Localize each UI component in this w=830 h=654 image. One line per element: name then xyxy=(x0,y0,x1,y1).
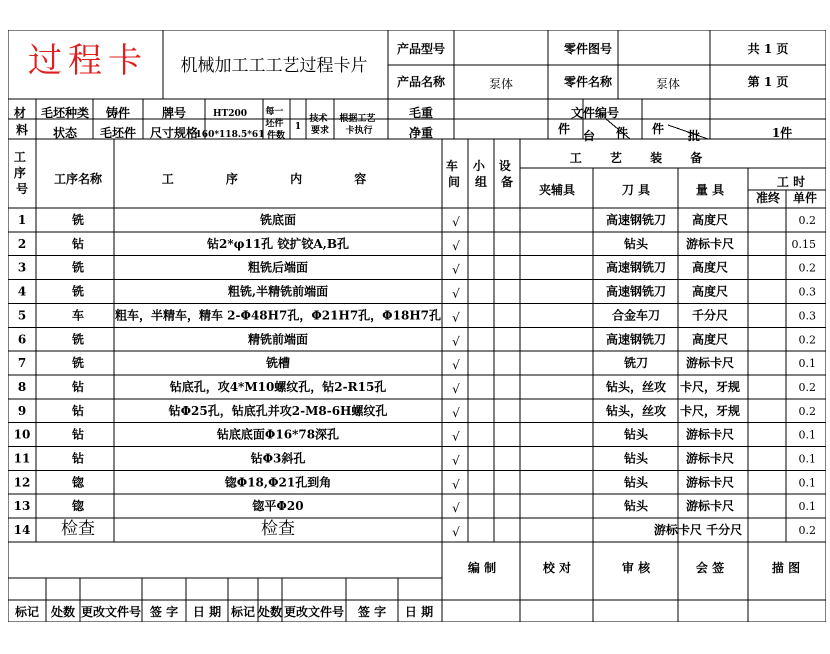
op-unit-time: 0.15 xyxy=(791,237,816,251)
tech-req-value xyxy=(339,112,378,136)
op-content: 精铣前端面 xyxy=(247,332,309,347)
tech-req-label xyxy=(308,112,330,136)
op-content: 钻底底面Φ16*78深孔 xyxy=(216,427,340,442)
size-label: 尺寸规格 xyxy=(149,126,199,140)
op-seq: 13 xyxy=(13,499,31,514)
op-name: 铣 xyxy=(71,260,85,275)
op-check-mark: √ xyxy=(452,358,460,373)
op-seq: 14 xyxy=(13,523,31,538)
per-blank-label xyxy=(265,105,286,141)
op-seq: 1 xyxy=(17,213,27,227)
op-content: 锪平Φ20 xyxy=(252,499,304,514)
col-workshop-header xyxy=(446,158,462,189)
operations-table-body xyxy=(14,212,816,539)
op-name: 锪 xyxy=(71,499,85,514)
per-blank-label-line3: 件数 xyxy=(266,131,286,141)
col-fixture-header: 夹辅具 xyxy=(538,183,576,197)
op-content: 粗车，半精车，精车 2-Φ48H7孔，Φ21H7孔，Φ18H7孔 xyxy=(114,308,442,323)
op-cutter: 钻头 xyxy=(623,475,649,490)
op-content: 锪Φ18,Φ21孔到角 xyxy=(224,475,332,490)
part-name-value: 泵体 xyxy=(655,77,681,91)
op-seq: 6 xyxy=(17,332,27,347)
op-seq: 9 xyxy=(17,403,27,418)
col-workshop-header-line2: 间 xyxy=(447,175,461,189)
op-unit-time: 0.3 xyxy=(798,309,816,323)
op-gauge: 千分尺 xyxy=(691,308,729,323)
op-name: 铣 xyxy=(71,213,85,227)
op-cutter: 高速钢铣刀 xyxy=(605,213,667,227)
col-prep-header: 准终 xyxy=(755,191,781,205)
rev-date2-label: 日 期 xyxy=(404,605,434,619)
col-cutter-header: 刀 具 xyxy=(621,183,651,197)
op-check-mark: √ xyxy=(452,477,460,492)
op-cutter: 钻头 xyxy=(623,499,649,514)
op-unit-time: 0.2 xyxy=(798,404,816,418)
op-gauge: 游标卡尺 xyxy=(685,236,735,251)
per-unit-label2: 台 xyxy=(582,129,596,143)
rev-count-label: 处数 xyxy=(50,605,76,619)
compile-label: 编 制 xyxy=(467,561,497,575)
op-seq: 3 xyxy=(17,260,27,275)
op-gauge: 游标卡尺 xyxy=(685,427,735,442)
rev-sign-label: 签 字 xyxy=(149,605,179,619)
op-gauge: 高度尺 xyxy=(691,332,729,347)
op-unit-time: 0.1 xyxy=(798,357,816,371)
op-content: 钻Φ3斜孔 xyxy=(250,451,306,466)
blank-type-value: 铸件 xyxy=(105,106,131,120)
op-name: 钻 xyxy=(71,451,85,466)
pieces-label: 件 xyxy=(615,126,629,140)
size-value: 160*118.5*61 xyxy=(195,130,265,140)
op-name: 钻 xyxy=(71,427,85,442)
op-cutter: 铣刀 xyxy=(623,356,649,371)
rev-change-doc2-label: 更改文件号 xyxy=(283,605,345,619)
countersign-label: 会 签 xyxy=(695,561,725,575)
op-check-mark: √ xyxy=(452,286,460,301)
product-model-label: 产品型号 xyxy=(396,42,446,56)
col-op-name-header: 工序名称 xyxy=(53,172,103,186)
op-cutter: 钻头 xyxy=(623,451,649,466)
op-content: 检查 xyxy=(261,519,295,540)
tech-req-label-line1: 技术 xyxy=(309,114,328,124)
op-name: 铣 xyxy=(71,332,85,347)
op-check-mark: √ xyxy=(452,429,460,444)
op-cutter: 高速钢铣刀 xyxy=(605,284,667,299)
op-unit-time: 0.2 xyxy=(798,380,816,394)
tech-req-value-line1: 根据工艺 xyxy=(339,114,376,124)
op-cutter: 钻头，丝攻 xyxy=(605,403,667,418)
rev-change-doc-label: 更改文件号 xyxy=(80,605,142,619)
blank-type-label: 毛坯种类 xyxy=(40,106,90,120)
op-content: 钻底孔，攻4*M10螺纹孔，钻2-R15孔 xyxy=(169,379,387,394)
op-name: 检查 xyxy=(61,519,95,540)
col-seq-header-line1: 工 xyxy=(13,150,26,164)
col-equipment-header-line1: 设 xyxy=(498,159,511,173)
state-label: 状态 xyxy=(52,126,78,140)
op-check-mark: √ xyxy=(452,381,460,396)
op-unit-time: 0.1 xyxy=(798,428,816,442)
op-name: 钻 xyxy=(71,236,85,251)
proofread-label: 校 对 xyxy=(542,561,572,575)
op-check-mark: √ xyxy=(452,334,460,349)
grade-label: 牌号 xyxy=(161,106,187,120)
col-unit-header: 单件 xyxy=(792,191,818,205)
op-check-mark: √ xyxy=(452,310,460,325)
op-unit-time: 0.1 xyxy=(798,452,816,466)
per-blank-value: 1 xyxy=(294,122,302,132)
op-cutter: 高速钢铣刀 xyxy=(605,332,667,347)
op-gauge: 高度尺 xyxy=(691,260,729,275)
per-blank-label-line2: 坯件 xyxy=(265,119,284,129)
op-check-mark: √ xyxy=(452,215,460,229)
op-seq: 7 xyxy=(17,356,27,371)
op-seq: 8 xyxy=(17,379,27,394)
tech-req-label-line2: 要求 xyxy=(310,126,330,136)
rev-mark-label: 标记 xyxy=(14,605,40,619)
col-equipment-header xyxy=(499,158,515,189)
product-name-label: 产品名称 xyxy=(396,75,446,89)
rev-mark2-label: 标记 xyxy=(230,605,256,619)
process-card-grid xyxy=(8,30,826,622)
col-team-header-line1: 小 xyxy=(472,159,485,173)
material-label-top: 材 xyxy=(13,106,26,120)
op-gauge: 游标卡尺 xyxy=(685,475,735,490)
product-name-value: 泵体 xyxy=(488,77,514,91)
rev-count2-label: 处数 xyxy=(257,605,283,619)
op-check-mark: √ xyxy=(452,405,460,420)
net-weight-label: 净重 xyxy=(408,126,434,140)
op-name: 铣 xyxy=(71,284,85,299)
op-check-mark: √ xyxy=(452,262,460,277)
tech-req-value-line2: 卡执行 xyxy=(345,126,373,136)
card-title: 机械加工工工艺过程卡片 xyxy=(180,56,368,76)
page-number: 第 1 页 xyxy=(747,75,789,89)
op-gauge: 高度尺 xyxy=(691,284,729,299)
op-name: 钻 xyxy=(71,403,85,418)
op-name: 车 xyxy=(71,308,85,323)
total-pages: 共 1 页 xyxy=(747,42,789,56)
op-cutter: 合金车刀 xyxy=(611,308,661,323)
op-unit-time: 0.2 xyxy=(798,214,816,227)
op-seq: 11 xyxy=(13,451,31,466)
op-gauge: 游标卡尺 xyxy=(685,451,735,466)
per-blank-label-line1: 每一 xyxy=(265,107,284,117)
op-gauge: 游标卡尺 xyxy=(685,356,735,371)
part-drawing-label: 零件图号 xyxy=(563,42,613,56)
gross-weight-label: 毛重 xyxy=(408,106,434,120)
grade-value: HT200 xyxy=(213,109,247,119)
review-label: 审 核 xyxy=(621,561,651,575)
file-no-label: 文件编号 xyxy=(570,106,620,120)
op-check-mark: √ xyxy=(452,453,460,468)
op-content: 钻Φ25孔，钻底孔并攻2-M8-6H螺纹孔 xyxy=(168,403,388,418)
col-seq-header-line2: 序 xyxy=(13,166,26,180)
process-card-sheet xyxy=(8,30,826,622)
card-big-title: 过程卡 xyxy=(28,41,148,81)
op-content: 铣槽 xyxy=(265,356,291,371)
col-seq-header xyxy=(14,150,30,196)
material-label xyxy=(14,105,30,137)
col-content-header: 工 序 内 容 xyxy=(161,172,391,186)
op-gauge: 游标卡尺 千分尺 xyxy=(653,523,743,538)
op-gauge: 卡尺，牙规 xyxy=(679,379,741,394)
part-name-label: 零件名称 xyxy=(563,75,613,89)
op-seq: 12 xyxy=(13,475,31,490)
col-workshop-header-line1: 车 xyxy=(445,159,458,173)
op-unit-time: 0.1 xyxy=(798,500,816,514)
op-cutter: 钻头 xyxy=(623,236,649,251)
op-name: 铣 xyxy=(71,356,85,371)
col-team-header-line2: 组 xyxy=(474,175,488,189)
op-gauge: 卡尺，牙规 xyxy=(679,403,741,418)
op-seq: 10 xyxy=(13,427,31,442)
op-seq: 4 xyxy=(17,284,27,299)
op-check-mark: √ xyxy=(452,525,460,540)
op-unit-time: 0.2 xyxy=(798,524,816,538)
op-unit-time: 0.3 xyxy=(798,285,816,299)
per-unit-label: 件 xyxy=(557,122,571,136)
op-seq: 2 xyxy=(17,236,27,251)
op-cutter: 高速钢铣刀 xyxy=(605,260,667,275)
col-time-header: 工 时 xyxy=(776,175,806,189)
rev-date-label: 日 期 xyxy=(192,605,222,619)
op-name: 锪 xyxy=(71,475,85,490)
material-label-bottom: 料 xyxy=(15,123,29,137)
col-seq-header-line3: 号 xyxy=(15,182,29,196)
op-seq: 5 xyxy=(17,308,27,323)
batch-label-top: 件 xyxy=(651,122,665,136)
op-content: 粗铣,半精铣前端面 xyxy=(227,284,329,299)
op-content: 钻2*φ11孔 铰扩铰A,B孔 xyxy=(207,236,349,251)
op-content: 粗铣后端面 xyxy=(247,260,309,275)
op-cutter: 钻头，丝攻 xyxy=(605,379,667,394)
tracing-label: 描 图 xyxy=(771,561,801,575)
col-equipment-header-line2: 备 xyxy=(500,175,514,189)
op-content: 铣底面 xyxy=(259,213,297,227)
op-check-mark: √ xyxy=(452,501,460,516)
batch-value: 1件 xyxy=(771,126,793,140)
op-name: 钻 xyxy=(71,379,85,394)
col-gauge-header: 量 具 xyxy=(695,183,725,197)
op-gauge: 游标卡尺 xyxy=(685,499,735,514)
op-cutter: 钻头 xyxy=(623,427,649,442)
state-value: 毛坯件 xyxy=(99,126,137,140)
op-gauge: 高度尺 xyxy=(691,213,729,227)
rev-sign2-label: 签 字 xyxy=(357,605,387,619)
op-check-mark: √ xyxy=(452,238,460,253)
op-unit-time: 0.1 xyxy=(798,476,816,490)
op-unit-time: 0.2 xyxy=(798,261,816,275)
batch-label-bottom: 批 xyxy=(687,129,701,143)
op-unit-time: 0.2 xyxy=(798,333,816,347)
col-tooling-header: 工 艺 装 备 xyxy=(569,151,715,165)
col-team-header xyxy=(473,159,489,189)
